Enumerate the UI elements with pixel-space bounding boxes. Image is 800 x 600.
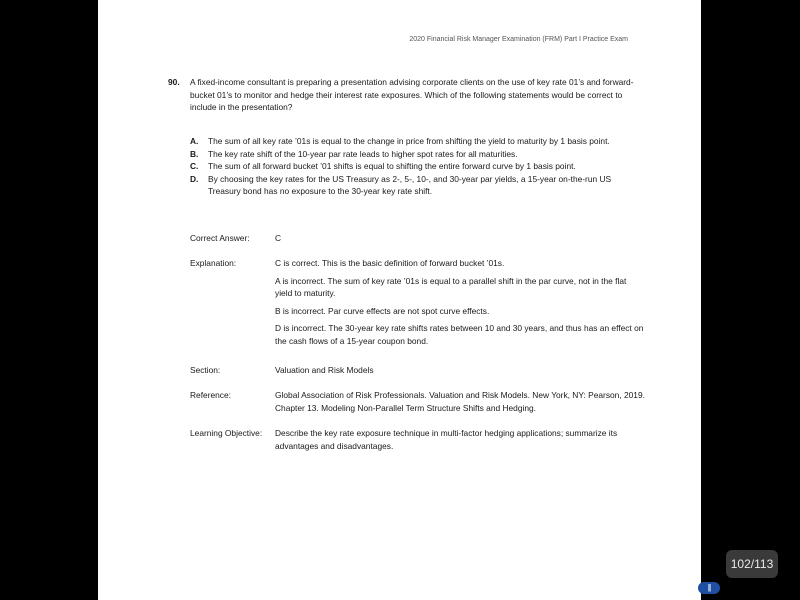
learning-objective-value: Describe the key rate exposure technique in multi-factor hedging applications; summarize its advantages and disadvantages.	[275, 428, 618, 451]
option-letter: D.	[190, 173, 199, 184]
option-b	[190, 148, 640, 161]
explanation-paragraph: B is incorrect. Par curve effects are not spot curve effects.	[275, 305, 490, 316]
option-d	[190, 173, 640, 198]
option-text: The sum of all key rate ’01s is equal to the change in price from shifting the yield to maturity by 1 basis point.	[208, 136, 610, 146]
explanation-paragraph: D is incorrect. The 30-year key rate shifts rates between 10 and 30 years, and thus has an effect on the cash flows of a 15-year coupon bond.	[275, 323, 644, 346]
answer-options	[190, 135, 640, 198]
section-label: Section:	[190, 365, 221, 375]
explanation-label: Explanation:	[190, 258, 237, 268]
reference-label: Reference:	[190, 390, 231, 400]
question-text: A fixed-income consultant is preparing a presentation advising corporate clients on the use of key rate 01’s and forward-bucket 01’s to monitor and hedge their interest rate exposures. Which of the following statements would be correct to include in the presentation?	[190, 77, 634, 113]
document-page	[98, 0, 701, 600]
explanation-paragraph: A is incorrect. The sum of key rate ’01s is equal to a parallel shift in the par curve, not in the flat yield to maturity.	[275, 275, 627, 299]
explanation-body	[275, 257, 645, 353]
section-value: Valuation and Risk Models	[275, 365, 374, 375]
question-number: 90.	[168, 77, 180, 87]
running-header: 2020 Financial Risk Manager Examination (FRM) Part I Practice Exam	[409, 36, 628, 43]
correct-answer-label: Correct Answer:	[190, 233, 250, 243]
option-letter: B.	[190, 148, 199, 159]
page-counter: 102/113	[726, 550, 778, 578]
option-text: By choosing the key rates for the US Treasury as 2-, 5-, 10-, and 30-year par yields, a 15-year on-the-run US Treasury bond has no exposure to the 30-year key rate shift.	[208, 173, 612, 197]
option-letter: C.	[190, 161, 199, 172]
option-c	[190, 160, 640, 173]
option-text: The sum of all forward bucket ’01 shifts is equal to shifting the entire forward curve by 1 basis point.	[208, 161, 576, 172]
option-letter: A.	[190, 136, 199, 146]
explanation-paragraph: C is correct. This is the basic definition of forward bucket ’01s.	[275, 258, 505, 268]
learning-objective-label: Learning Objective:	[190, 428, 263, 438]
option-a	[190, 135, 640, 148]
option-text: The key rate shift of the 10-year par rate leads to higher spot rates for all maturities.	[208, 148, 518, 159]
correct-answer-value: C	[275, 233, 282, 243]
grip-lines-icon[interactable]: |||	[698, 582, 720, 594]
reference-value: Global Association of Risk Professionals. Valuation and Risk Models. New York, NY: Pearson, 2019. Chapter 13. Modeling Non-Parallel Term Structure Shifts and Hedging.	[275, 390, 645, 413]
